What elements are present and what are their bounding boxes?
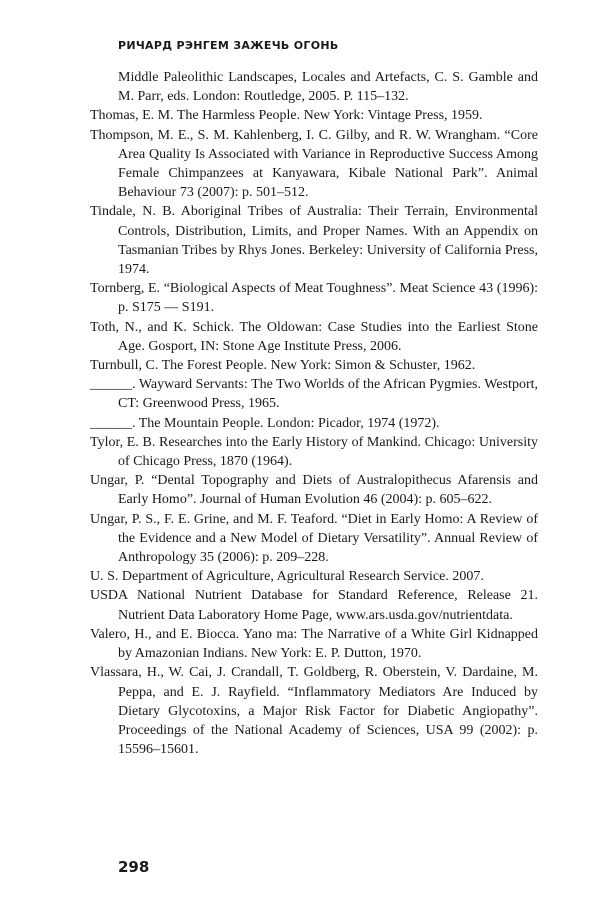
bibliography-entry: U. S. Department of Agriculture, Agricultural Research Service. 2007. xyxy=(90,569,484,585)
bibliography-entry: Vlassara, H., W. Cai, J. Crandall, T. Goldberg, R. Oberstein, V. Dardaine, M. Peppa, and E. J. Rayfield. “Inflammatory Mediators Are Induced by Dietary Glycotoxins, a Major Risk Factor for Diabetic Angiopathy”. Proceedings of the National Academy of Sciences, USA 99 (2002): p. 15596–15601. xyxy=(90,665,538,758)
bibliography-entry: Tornberg, E. “Biological Aspects of Meat Toughness”. Meat Science 43 (1996): p. S175 — S191. xyxy=(90,281,538,316)
bibliography-entry: Toth, N., and K. Schick. The Oldowan: Case Studies into the Earliest Stone Age. Gosport, IN: Stone Age Institute Press, 2006. xyxy=(90,319,538,354)
bibliography-entry: ______. Wayward Servants: The Two Worlds of the African Pygmies. Westport, CT: Greenwood Press, 1965. xyxy=(90,377,538,412)
bibliography-entry: Ungar, P. “Dental Topography and Diets of Australopithecus Afarensis and Early Homo”. Journal of Human Evolution 46 (2004): p. 605–622. xyxy=(90,473,538,508)
running-head xyxy=(118,39,339,52)
bibliography-entry: Valero, H., and E. Biocca. Yano ma: The Narrative of a White Girl Kidnapped by Amazonian Indians. New York: E. P. Dutton, 1970. xyxy=(90,626,538,662)
running-head-title: ЗАЖЕЧЬ ОГОНЬ xyxy=(233,39,339,52)
bibliography-entry: Tylor, E. B. Researches into the Early History of Mankind. Chicago: University of Chicago Press, 1870 (1964). xyxy=(90,434,538,470)
bibliography-entry: USDA National Nutrient Database for Standard Reference, Release 21. Nutrient Data Laboratory Home Page, www.ars.usda.gov/nutrientdata. xyxy=(90,588,538,623)
bibliography-list xyxy=(90,68,538,759)
bibliography-entry: Thomas, E. M. The Harmless People. New York: Vintage Press, 1959. xyxy=(90,108,483,124)
page-number: 298 xyxy=(118,858,150,876)
running-head-author: РИЧАРД РЭНГЕМ xyxy=(118,39,230,52)
bibliography-entry: ______. The Mountain People. London: Picador, 1974 (1972). xyxy=(90,415,440,431)
bibliography-entry: Tindale, N. B. Aboriginal Tribes of Australia: Their Terrain, Environmental Controls, Distribution, Limits, and Proper Names. With an Appendix on Tasmanian Tribes by Rhys Jones. Berkeley: University of California Press, 1974. xyxy=(90,204,538,278)
bibliography-entry: Turnbull, C. The Forest People. New York: Simon & Schuster, 1962. xyxy=(90,358,476,374)
bibliography-entry: Thompson, M. E., S. M. Kahlenberg, I. C. Gilby, and R. W. Wrangham. “Core Area Quality Is Associated with Variance in Reproductive Success Among Female Chimpanzees at Kanyawara, Kibale National Park”. Animal Behaviour 73 (2007): p. 501–512. xyxy=(90,127,538,201)
bibliography-entry: Middle Paleolithic Landscapes, Locales and Artefacts, C. S. Gamble and M. Parr, eds. London: Routledge, 2005. P. 115–132. xyxy=(118,70,538,105)
bibliography-entry: Ungar, P. S., F. E. Grine, and M. F. Teaford. “Diet in Early Homo: A Review of the Evidence and a New Model of Dietary Versatility”. Annual Review of Anthropology 35 (2006): p. 209–228. xyxy=(90,511,538,566)
